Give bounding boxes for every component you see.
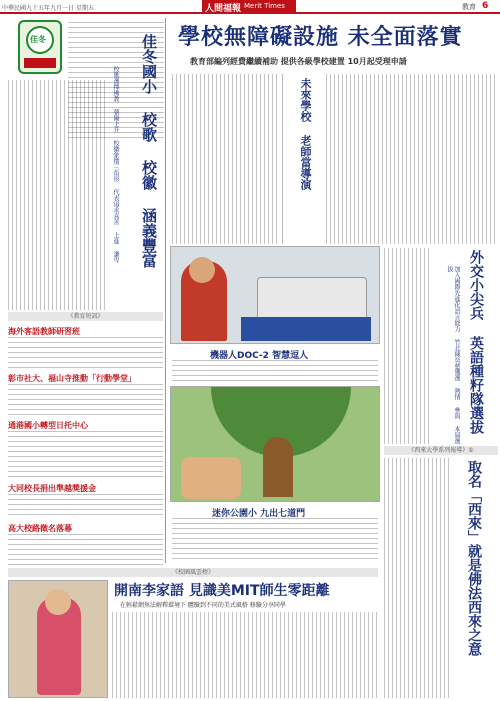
page-number: 6 bbox=[482, 1, 489, 11]
robot-photo-board bbox=[241, 317, 371, 341]
bottom-body bbox=[112, 612, 378, 698]
school-logo bbox=[18, 20, 62, 74]
masthead bbox=[0, 0, 500, 14]
bottom-subhead: 在輕鬆網無法解釋環境下 體驗到不同的美式風格 修驗分享同學 bbox=[120, 602, 286, 609]
series-headline: 取名「西來」就是佛法西來之意 bbox=[466, 460, 482, 656]
inner-article-box bbox=[282, 74, 322, 244]
right-body-top bbox=[384, 248, 430, 444]
school-logo-text: 佳冬 bbox=[30, 35, 46, 44]
date-line: 中華民國九十五年九月一日 星期五 bbox=[2, 5, 94, 12]
main-body-right bbox=[326, 74, 496, 244]
col1-body-left bbox=[8, 80, 106, 310]
bottom-photo-face bbox=[45, 589, 71, 615]
bottom-label: 《校園風雲榜》 bbox=[8, 568, 378, 577]
school-logo-ribbon bbox=[24, 58, 56, 68]
robot-photo-face bbox=[189, 257, 215, 283]
section-label: 教育 bbox=[462, 3, 476, 11]
main-subhead: 教育部編列經費繼續補助 提供各級學校建置 10月起受理申請 bbox=[190, 57, 407, 66]
brief-body-4 bbox=[8, 494, 163, 518]
col1-headline: 佳冬國小 校歌 校徽 涵義豐富 bbox=[140, 34, 158, 268]
brief-title-4: 大同校長捐出準越獎援金 bbox=[8, 484, 96, 493]
brief-title-5: 高大校路徵名落幕 bbox=[8, 524, 72, 533]
robot-photo bbox=[170, 246, 380, 344]
brief-title-1: 海外客語教師研習班 bbox=[8, 327, 80, 336]
right-headline: 外交小尖兵 英語種籽隊選拔 bbox=[468, 250, 484, 434]
main-headline: 學校無障礙設施 未全面落實 bbox=[178, 25, 463, 50]
bottom-headline: 開南李家語 見識美MIT師生零距離 bbox=[114, 583, 330, 599]
robot-caption-title: 機器人DOC-2 智慧逗人 bbox=[210, 351, 309, 361]
brief-title-2: 彰市社大、福山寺推動「行動學堂」 bbox=[8, 374, 136, 383]
news-brief-label: 《教育短訊》 bbox=[8, 312, 163, 321]
brief-body-2 bbox=[8, 384, 163, 416]
series-label: 《西來大學系列報導》① bbox=[384, 446, 498, 455]
inner-article-headline: 未來學校 老師當導演 bbox=[299, 78, 312, 190]
paper-name: 人間福報 bbox=[205, 4, 242, 14]
park-photo-arch bbox=[263, 437, 293, 497]
bottom-photo bbox=[8, 580, 108, 698]
main-body-left bbox=[172, 74, 280, 244]
park-caption-body bbox=[172, 518, 378, 560]
brief-body-1 bbox=[8, 337, 163, 369]
park-photo bbox=[170, 386, 380, 502]
col1-divider bbox=[165, 18, 166, 563]
brief-title-3: 通港國小轉型日托中心 bbox=[8, 421, 88, 430]
main-headline-box bbox=[170, 18, 500, 70]
park-photo-kids bbox=[181, 457, 241, 499]
brief-body-5 bbox=[8, 534, 163, 566]
col1-subhead: 校歌選擇佛教 朝陽上升 校徽象徵三角形 代表追求真善 上進 謙卑 bbox=[112, 66, 119, 263]
news-brief bbox=[8, 323, 163, 567]
brief-body-3 bbox=[8, 431, 163, 479]
right-subhead: 加入國際先進化語言能力 竹北陳奕慈獲選 熱情 參與 本屆選拔 bbox=[446, 266, 460, 444]
park-caption-title: 迷你公園小 九出七道門 bbox=[212, 509, 306, 519]
series-body bbox=[384, 458, 450, 698]
robot-caption-body bbox=[172, 360, 378, 382]
paper-subtitle: Merit Times bbox=[244, 2, 285, 10]
